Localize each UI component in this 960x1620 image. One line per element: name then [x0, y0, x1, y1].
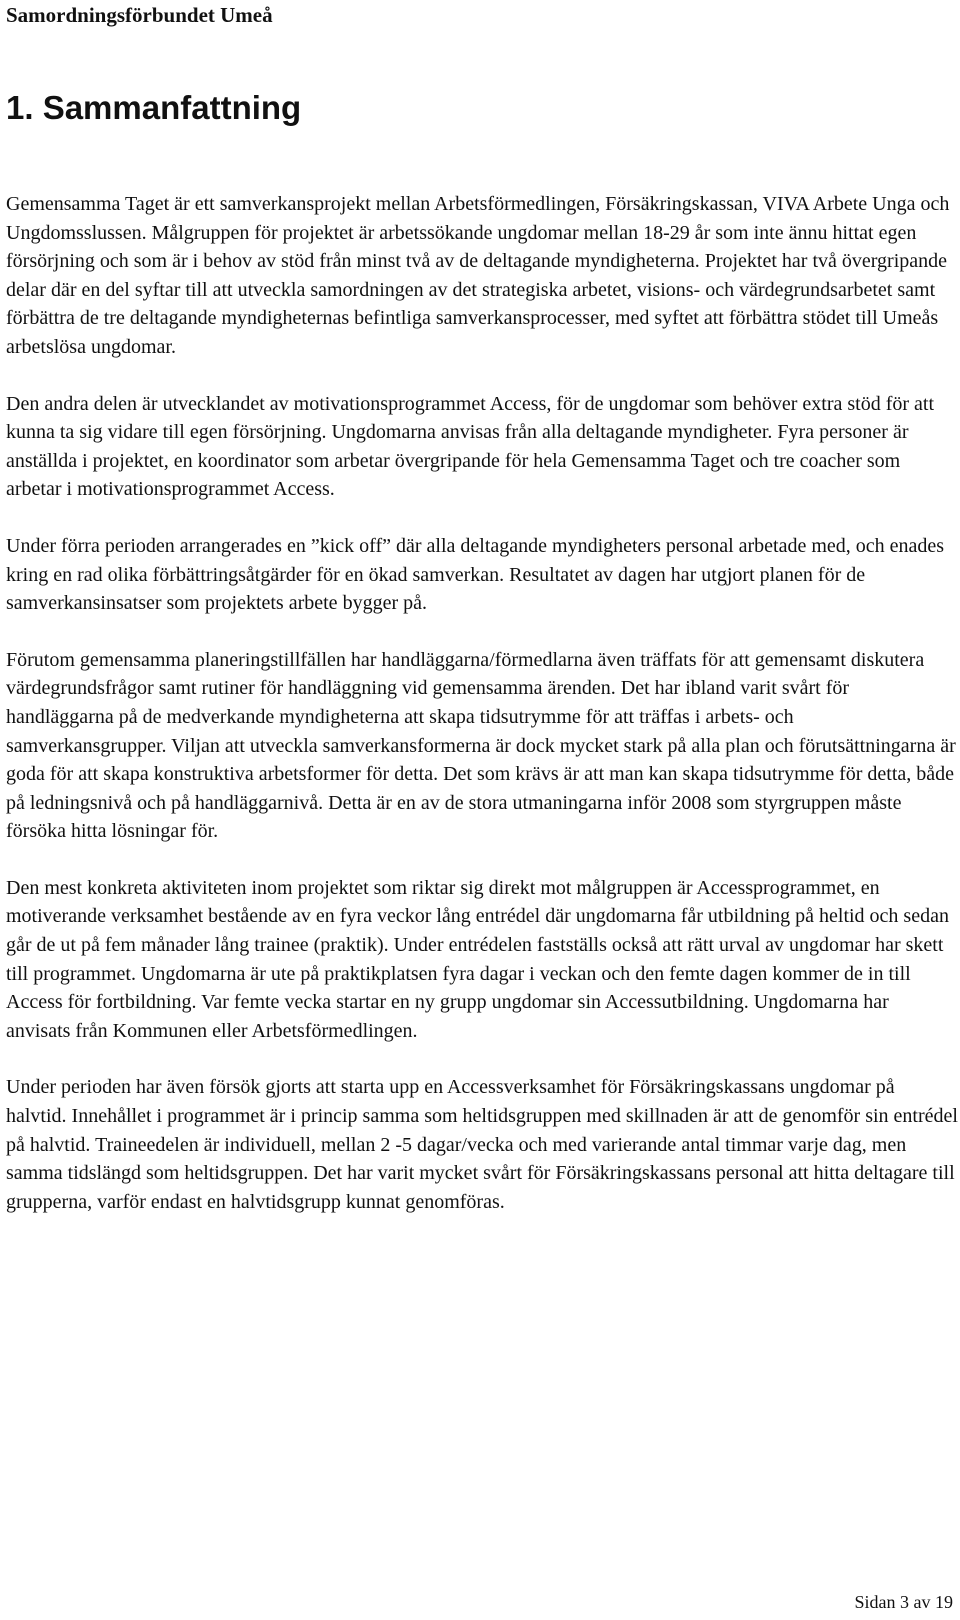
section-heading: 1. Sammanfattning [6, 89, 302, 126]
body-text [6, 190, 958, 1244]
paragraph-6: Under perioden har även försök gjorts att starta upp en Accessverksamhet för Försäkringskassans ungdomar på halvtid. Innehållet i programmet är i princip samma som heltidsgruppen med skillnaden är att de genomför sin entrédel på halvtid. Traineedelen är individuell, mellan 2 -5 dagar/vecka och med varierande antal timmar varje dag, men samma tidslängd som heltidsgruppen. Det har varit mycket svårt för Försäkringskassans personal att hitta deltagare till grupperna, varför endast en halvtidsgrupp kunnat genomföras. [6, 1076, 958, 1213]
paragraph-1: Gemensamma Taget är ett samverkansprojekt mellan Arbetsförmedlingen, Försäkringskassan, VIVA Arbete Unga och Ungdomsslussen. Målgruppen för projektet är arbetssökande ungdomar mellan 18-29 år som inte ännu hittat egen försörjning och som är i behov av stöd från minst två av de deltagande myndigheterna. Projektet har två övergripande delar där en del syftar till att utveckla samordningen av det strategiska arbetet, visions- och värdegrundsarbetet samt förbättra de tre deltagande myndigheternas befintliga samverkansprocesser, med syftet att förbättra stödet till Umeås arbetslösa ungdomar. [6, 193, 950, 358]
paragraph-3: Under förra perioden arrangerades en ”kick off” där alla deltagande myndigheters personal arbetade med, och enades kring en rad olika förbättringsåtgärder för en ökad samverkan. Resultatet av dagen har utgjort planen för de samverkansinsatser som projektets arbete bygger på. [6, 534, 945, 615]
paragraph-5: Den mest konkreta aktiviteten inom projektet som riktar sig direkt mot målgruppen är Accessprogrammet, en motiverande verksamhet bestående av en fyra veckor lång entrédel där ungdomarna får utbildning på heltid och sedan går de ut på fem månader lång trainee (praktik). Under entrédelen fastställs också att rätt urval av ungdomar har skett till programmet. Ungdomarna är ute på praktikplatsen fyra dagar i veckan och den femte dagen kommer de in till Access för fortbildning. Var femte vecka startar en ny grupp ungdomar sin Accessutbildning. Ungdomarna har anvisats från Kommunen eller Arbetsförmedlingen. [6, 876, 949, 1042]
page-number: Sidan 3 av 19 [854, 1592, 953, 1612]
document-header: Samordningsförbundet Umeå [6, 3, 273, 27]
paragraph-4: Förutom gemensamma planeringstillfällen har handläggarna/förmedlarna även träffats för att gemensamt diskutera värdegrundsfrågor samt rutiner för handläggning vid gemensamma ärenden. Det har ibland varit svårt för handläggarna på de medverkande myndigheterna att skapa tidsutrymme för att träffas i arbets- och samverkansgrupper. Viljan att utveckla samverkansformerna är dock mycket stark på alla plan och förutsättningarna är goda för att skapa konstruktiva arbetsformer för detta. Det som krävs är att man kan skapa tidsutrymme för detta, både på ledningsnivå och på handläggarnivå. Detta är en av de stora utmaningarna inför 2008 som styrgruppen måste försöka hitta lösningar för. [6, 648, 956, 843]
paragraph-2: Den andra delen är utvecklandet av motivationsprogrammet Access, för de ungdomar som behöver extra stöd för att kunna ta sig vidare till egen försörjning. Ungdomarna anvisas från alla deltagande myndigheter. Fyra personer är anställda i projektet, en koordinator som arbetar övergripande för hela Gemensamma Taget och tre coacher som arbetar i motivationsprogrammet Access. [6, 392, 935, 501]
